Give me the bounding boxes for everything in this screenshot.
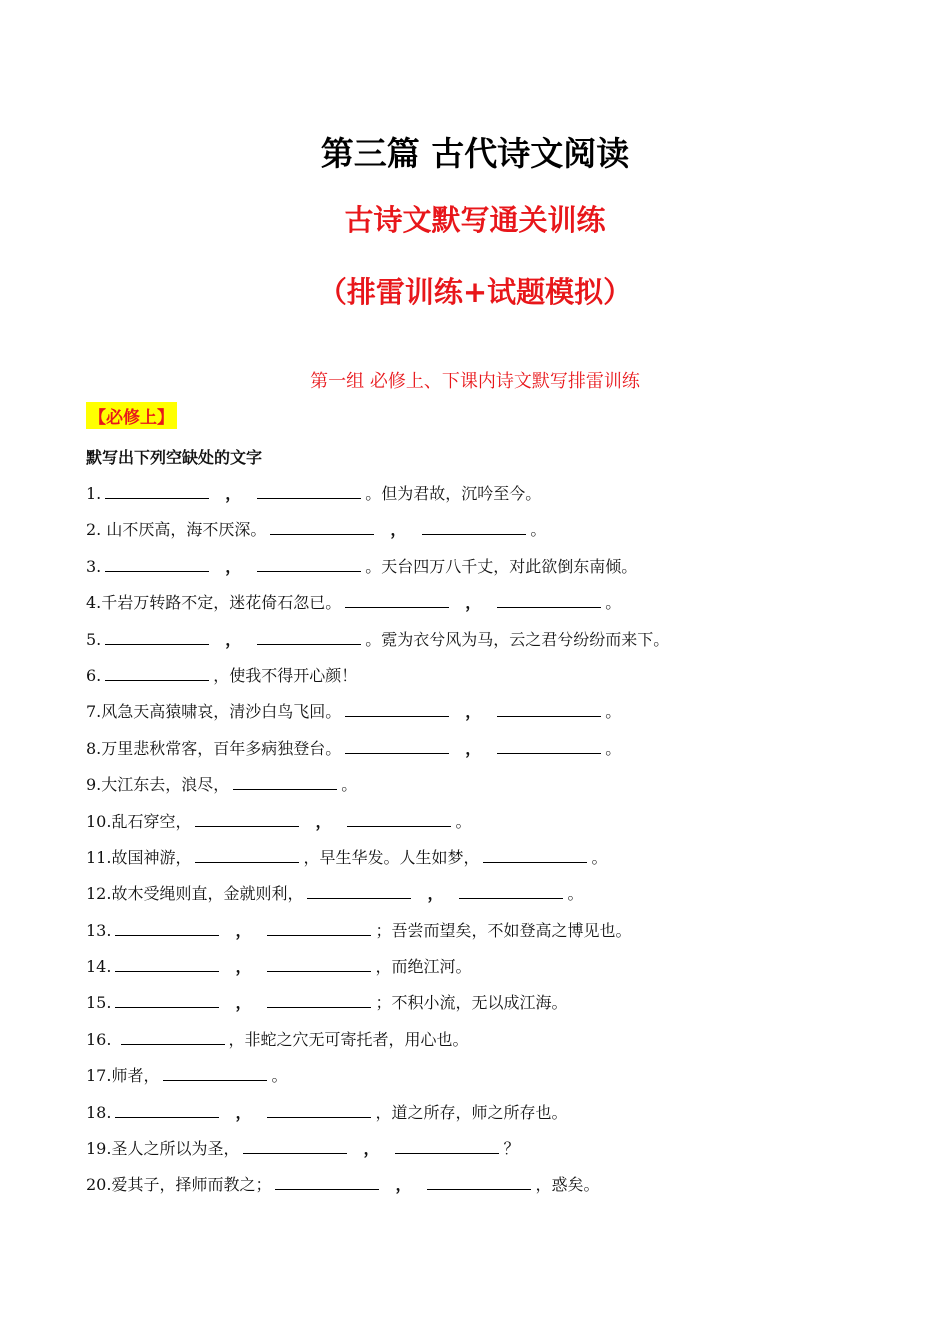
question-number: 20. bbox=[86, 1175, 112, 1195]
answer-blank[interactable] bbox=[105, 626, 209, 645]
answer-blank[interactable] bbox=[233, 771, 337, 790]
answer-blank[interactable] bbox=[267, 989, 371, 1008]
question-item bbox=[86, 844, 886, 880]
question-text: 故木受绳则直，金就则利， bbox=[111, 884, 304, 904]
question-text: 千岩万转路不定，迷花倚石忽已。 bbox=[101, 593, 342, 613]
question-text: 爱其子，择师而教之； bbox=[111, 1175, 272, 1195]
answer-blank[interactable] bbox=[483, 844, 587, 863]
answer-blank[interactable] bbox=[345, 735, 449, 754]
question-text: 圣人之所以为圣， bbox=[111, 1139, 240, 1159]
question-item bbox=[86, 953, 886, 989]
question-number: 7. bbox=[86, 702, 102, 722]
question-text: ，惑矣。 bbox=[535, 1175, 600, 1195]
question-item bbox=[86, 989, 886, 1025]
question-item bbox=[86, 735, 886, 771]
answer-blank[interactable] bbox=[115, 989, 219, 1008]
answer-blank[interactable] bbox=[115, 953, 219, 972]
instruction: 默写出下列空缺处的文字 bbox=[86, 448, 263, 467]
question-number: 16. bbox=[86, 1029, 112, 1049]
question-number: 12. bbox=[86, 884, 112, 904]
question-item bbox=[86, 589, 886, 625]
question-text: ， bbox=[225, 629, 242, 649]
question-text: ， bbox=[390, 520, 407, 540]
question-text: ， bbox=[225, 484, 242, 503]
question-text: 。天台四万八千丈，对此欲倒东南倾。 bbox=[365, 556, 638, 576]
answer-blank[interactable] bbox=[115, 917, 219, 936]
question-text: 。 bbox=[605, 702, 622, 722]
question-item bbox=[86, 1062, 886, 1098]
answer-blank[interactable] bbox=[257, 626, 361, 645]
answer-blank[interactable] bbox=[345, 698, 449, 717]
question-text: 。但为君故，沉吟至今。 bbox=[365, 484, 542, 503]
question-text: 。 bbox=[591, 847, 608, 867]
question-item bbox=[86, 771, 886, 807]
question-number: 8. bbox=[86, 738, 102, 758]
subtitle-mode: （排雷训练+试题模拟） bbox=[317, 275, 633, 309]
question-item bbox=[86, 698, 886, 734]
answer-blank[interactable] bbox=[459, 880, 563, 899]
answer-blank[interactable] bbox=[427, 1171, 531, 1190]
question-text bbox=[111, 1030, 116, 1049]
question-text: ， bbox=[395, 1175, 412, 1195]
question-text: ；吾尝而望矣，不如登高之博见也。 bbox=[375, 920, 632, 940]
answer-blank[interactable] bbox=[267, 953, 371, 972]
answer-blank[interactable] bbox=[422, 516, 526, 535]
question-number: 2. bbox=[86, 520, 102, 540]
question-text: 风急天高猿啸哀，清沙白鸟飞回。 bbox=[101, 702, 342, 722]
question-text: ， bbox=[235, 957, 252, 977]
answer-blank[interactable] bbox=[195, 808, 299, 827]
question-item bbox=[86, 808, 886, 844]
question-text: ？ bbox=[503, 1139, 520, 1159]
answer-blank[interactable] bbox=[267, 917, 371, 936]
question-number: 3. bbox=[86, 556, 102, 576]
question-item bbox=[86, 626, 886, 662]
question-item bbox=[86, 553, 886, 589]
question-text: ，而绝江河。 bbox=[375, 957, 472, 977]
answer-blank[interactable] bbox=[257, 480, 361, 499]
answer-blank[interactable] bbox=[497, 589, 601, 608]
question-number: 14. bbox=[86, 957, 112, 977]
answer-blank[interactable] bbox=[345, 589, 449, 608]
answer-blank[interactable] bbox=[307, 880, 411, 899]
question-text: ， bbox=[465, 593, 482, 613]
question-text: 。 bbox=[605, 593, 622, 613]
group-title: 第一组 必修上、下课内诗文默写排雷训练 bbox=[310, 371, 640, 392]
question-number: 18. bbox=[86, 1102, 112, 1122]
question-number: 11. bbox=[86, 847, 112, 867]
question-text: 。 bbox=[605, 738, 622, 758]
question-item bbox=[86, 480, 886, 516]
question-number: 4. bbox=[86, 593, 102, 613]
question-text: 乱石穿空， bbox=[111, 811, 192, 831]
question-number: 13. bbox=[86, 920, 112, 940]
question-text: ；不积小流，无以成江海。 bbox=[375, 993, 568, 1013]
question-number: 1. bbox=[86, 484, 102, 503]
question-list bbox=[86, 480, 886, 1208]
answer-blank[interactable] bbox=[243, 1135, 347, 1154]
question-text: 大江东去，浪尽， bbox=[101, 775, 230, 795]
question-text: ， bbox=[465, 738, 482, 758]
question-text: 。 bbox=[530, 520, 547, 540]
question-number: 17. bbox=[86, 1066, 112, 1086]
answer-blank[interactable] bbox=[115, 1099, 219, 1118]
question-number: 10. bbox=[86, 811, 112, 831]
answer-blank[interactable] bbox=[347, 808, 451, 827]
page-title: 第三篇 古代诗文阅读 bbox=[320, 134, 630, 173]
question-text: 。霓为衣兮风为马，云之君兮纷纷而来下。 bbox=[365, 629, 670, 649]
question-text: ，道之所存，师之所存也。 bbox=[375, 1102, 568, 1122]
question-item bbox=[86, 516, 886, 552]
question-item bbox=[86, 1099, 886, 1135]
question-text: 师者， bbox=[111, 1066, 160, 1086]
question-text: 万里悲秋常客，百年多病独登台。 bbox=[101, 738, 342, 758]
question-text: ， bbox=[427, 884, 444, 904]
answer-blank[interactable] bbox=[105, 662, 209, 681]
answer-blank[interactable] bbox=[163, 1062, 267, 1081]
answer-blank[interactable] bbox=[257, 553, 361, 572]
question-number: 9. bbox=[86, 775, 102, 795]
answer-blank[interactable] bbox=[497, 698, 601, 717]
question-text: ， bbox=[465, 702, 482, 722]
question-text: 。 bbox=[455, 811, 472, 831]
question-text: 山不厌高，海不厌深。 bbox=[101, 520, 267, 540]
question-item bbox=[86, 662, 886, 698]
question-number: 19. bbox=[86, 1139, 112, 1159]
answer-blank[interactable] bbox=[395, 1135, 499, 1154]
question-text: ， bbox=[363, 1139, 380, 1159]
answer-blank[interactable] bbox=[267, 1099, 371, 1118]
answer-blank[interactable] bbox=[195, 844, 299, 863]
subtitle-training: 古诗文默写通关训练 bbox=[344, 203, 606, 237]
question-number: 5. bbox=[86, 629, 102, 649]
question-item bbox=[86, 1026, 886, 1062]
question-text: ， bbox=[315, 811, 332, 831]
answer-blank[interactable] bbox=[270, 516, 374, 535]
question-item bbox=[86, 880, 886, 916]
answer-blank[interactable] bbox=[105, 480, 209, 499]
answer-blank[interactable] bbox=[121, 1026, 225, 1045]
question-text: ，使我不得开心颜！ bbox=[213, 665, 358, 685]
question-text: ，早生华发。人生如梦， bbox=[303, 847, 480, 867]
answer-blank[interactable] bbox=[497, 735, 601, 754]
answer-blank[interactable] bbox=[275, 1171, 379, 1190]
section-tag: 【必修上】 bbox=[86, 402, 177, 429]
question-text: ，非蛇之穴无可寄托者，用心也。 bbox=[228, 1029, 469, 1049]
question-text: ， bbox=[235, 1102, 252, 1122]
question-text: ， bbox=[225, 556, 242, 576]
question-item bbox=[86, 1135, 886, 1171]
question-item bbox=[86, 1171, 886, 1207]
question-number: 15. bbox=[86, 993, 112, 1013]
question-item bbox=[86, 917, 886, 953]
question-text: 。 bbox=[271, 1066, 288, 1086]
question-text: ， bbox=[235, 920, 252, 940]
question-text: 。 bbox=[567, 884, 584, 904]
question-text: ， bbox=[235, 993, 252, 1013]
answer-blank[interactable] bbox=[105, 553, 209, 572]
question-text: 故国神游， bbox=[111, 847, 192, 867]
question-number: 6. bbox=[86, 665, 102, 685]
question-text: 。 bbox=[341, 775, 358, 795]
